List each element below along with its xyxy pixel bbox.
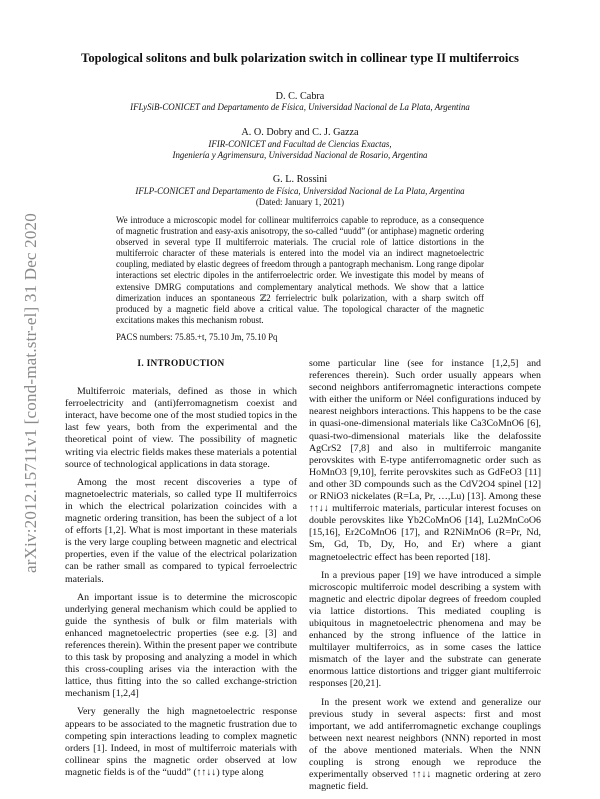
paper-title: Topological solitons and bulk polarization switch in collinear type II multiferroics <box>81 51 519 65</box>
abstract: We introduce a microscopic model for collinear multiferroics capable to reproduce, as a consequence of magnetic frustration and easy-axis anisotropy, the so-called “uudd” (or antiphase) magnetic ordering observed in several type II multiferroic materials. The crucial role of lattice distortions in the multiferroic character of these materials is entered into the model via an indirect magnetoelectric coupling, mediated by elastic degrees of freedom through a pantograph mechanism. Long range dipolar interactions set electric dipoles in the antiferroelectric order. We investigate this model by means of extensive DMRG computations and complementary analytical methods. We show that a lattice dimerization induces an spontaneous ℤ2 ferrielectric bulk polarization, with a sharp switch off produced by a magnetic field above a critical value. The topological character of the magnetic excitations makes this mechanism robust. <box>116 215 484 325</box>
paragraph: In the present work we extend and generalize our previous study in several aspects: first and most important, we add antiferromagnetic exchange couplings between next nearest neighbors (NNN) reported in most of the above mentioned materials. When the NNN coupling is strong enough we reproduce the experimentally observed ↑↑↓↓ magnetic ordering at zero magnetic field. <box>309 696 541 793</box>
paragraph: An important issue is to determine the microscopic underlying general mechanism which could be applied to guide the synthesis of bulk or film materials with enhanced magnetoelectric properties (see e.g. [3] and references therein). Within the present paper we contribute to this task by proposing and analyzing a model in which this cross-coupling arises via the interaction with the lattice, thus fitting into the so called exchange-striction mechanism [1,2,4] <box>65 591 297 700</box>
section-heading: I. INTRODUCTION <box>137 359 225 369</box>
dated-line: (Dated: January 1, 2021) <box>255 197 345 207</box>
paragraph: Multiferroic materials, defined as those in which ferroelectricity and (anti)ferromagnetism coexist and interact, have become one of the most studied topics in the last few years, both from the experimental and the theoretical point of view. The possibility of magnetic writing via electric fields makes these materials a potential source of technological applications in data storage. <box>65 386 297 470</box>
pacs-numbers: PACS numbers: 75.85.+t, 75.10 Jm, 75.10 Pq <box>116 332 278 342</box>
left-column <box>65 356 297 785</box>
author-names-2: A. O. Dobry and C. J. Gazza <box>241 127 359 138</box>
author-names-1: D. C. Cabra <box>275 91 325 102</box>
author-names-3: G. L. Rossini <box>272 174 328 185</box>
arxiv-id: arXiv:2012.15711v1 [cond-mat.str-el] 31 Dec 2020 <box>21 212 40 573</box>
right-column <box>309 358 541 799</box>
paragraph: Among the most recent discoveries a type of magnetoelectric materials, so called type II multiferroics in which the electrical polarization coincides with a magnetic ordering transition, has been the subject of a lot of efforts [1,2]. What is most important in these materials is the very large coupling between magnetic and electrical properties, even if the value of the electrical polarization can be rather small as compared to typical ferroelectric materials. <box>65 476 297 585</box>
paragraph: some particular line (see for instance [1,2,5] and references therein). Such order usually appears when second neighbors antiferromagnetic interactions compete with either the uniform or Néel configurations induced by nearest neighbors interactions. This happens to be the case in quasi-one-dimensional materials like Ca3CoMnO6 [6], quasi-two-dimensional materials like the delafossite AgCrS2 [7,8] and also in multiferroic manganite perovskites with E-type antiferromagnetic order such as HoMnO3 [9,10], ferrite perovskites such as GdFeO3 [11] and other 3D compounds such as the CdV2O4 spinel [12] or RNiO3 nickelates (R=La, Pr, …,Lu) [13]. Among these ↑↑↓↓ multiferroic materials, particular interest focuses on double perovskites like Yb2CoMnO6 [14], Lu2MnCoO6 [15,16], Er2CoMnO6 [17], and R2NiMnO6 (R=Pr, Nd, Sm, Gd, Tb, Dy, Ho, and Er) where a giant magnetoelectric effect has been reported [18]. <box>309 358 541 563</box>
affiliation-1: IFLySiB-CONICET and Departamento de Física, Universidad Nacional de La Plata, Argentina <box>130 102 470 112</box>
affiliation-2b: Ingeniería y Agrimensura, Universidad Nacional de Rosario, Argentina <box>172 150 428 160</box>
affiliation-2a: IFIR-CONICET and Facultad de Ciencias Exactas, <box>208 139 392 149</box>
arxiv-sidebar-stamp <box>20 195 42 590</box>
paragraph: In a previous paper [19] we have introduced a simple microscopic multiferroic model describing a system with magnetic and electric dipolar degrees of freedom coupled via lattice distortions. This mediated coupling is ubiquitous in magnetoelectric phenomena and may be enhanced by the strong influence of the lattice in multilayer multiferroics, as in some cases the lattice mismatch of the layer and the substrate can generate enormous lattice distortions and trigger giant multiferroic responses [20,21]. <box>309 569 541 690</box>
paragraph: Very generally the high magnetoelectric response appears to be associated to the magnetic frustration due to competing spin interactions leading to complex magnetic orders [1]. Indeed, in most of multiferroic materials with collinear spins the magnetic order observed at low magnetic fields is of the “uudd” (↑↑↓↓) type along <box>65 706 297 778</box>
affiliation-3: IFLP-CONICET and Departamento de Física, Universidad Nacional de La Plata, Argentina <box>135 186 465 196</box>
